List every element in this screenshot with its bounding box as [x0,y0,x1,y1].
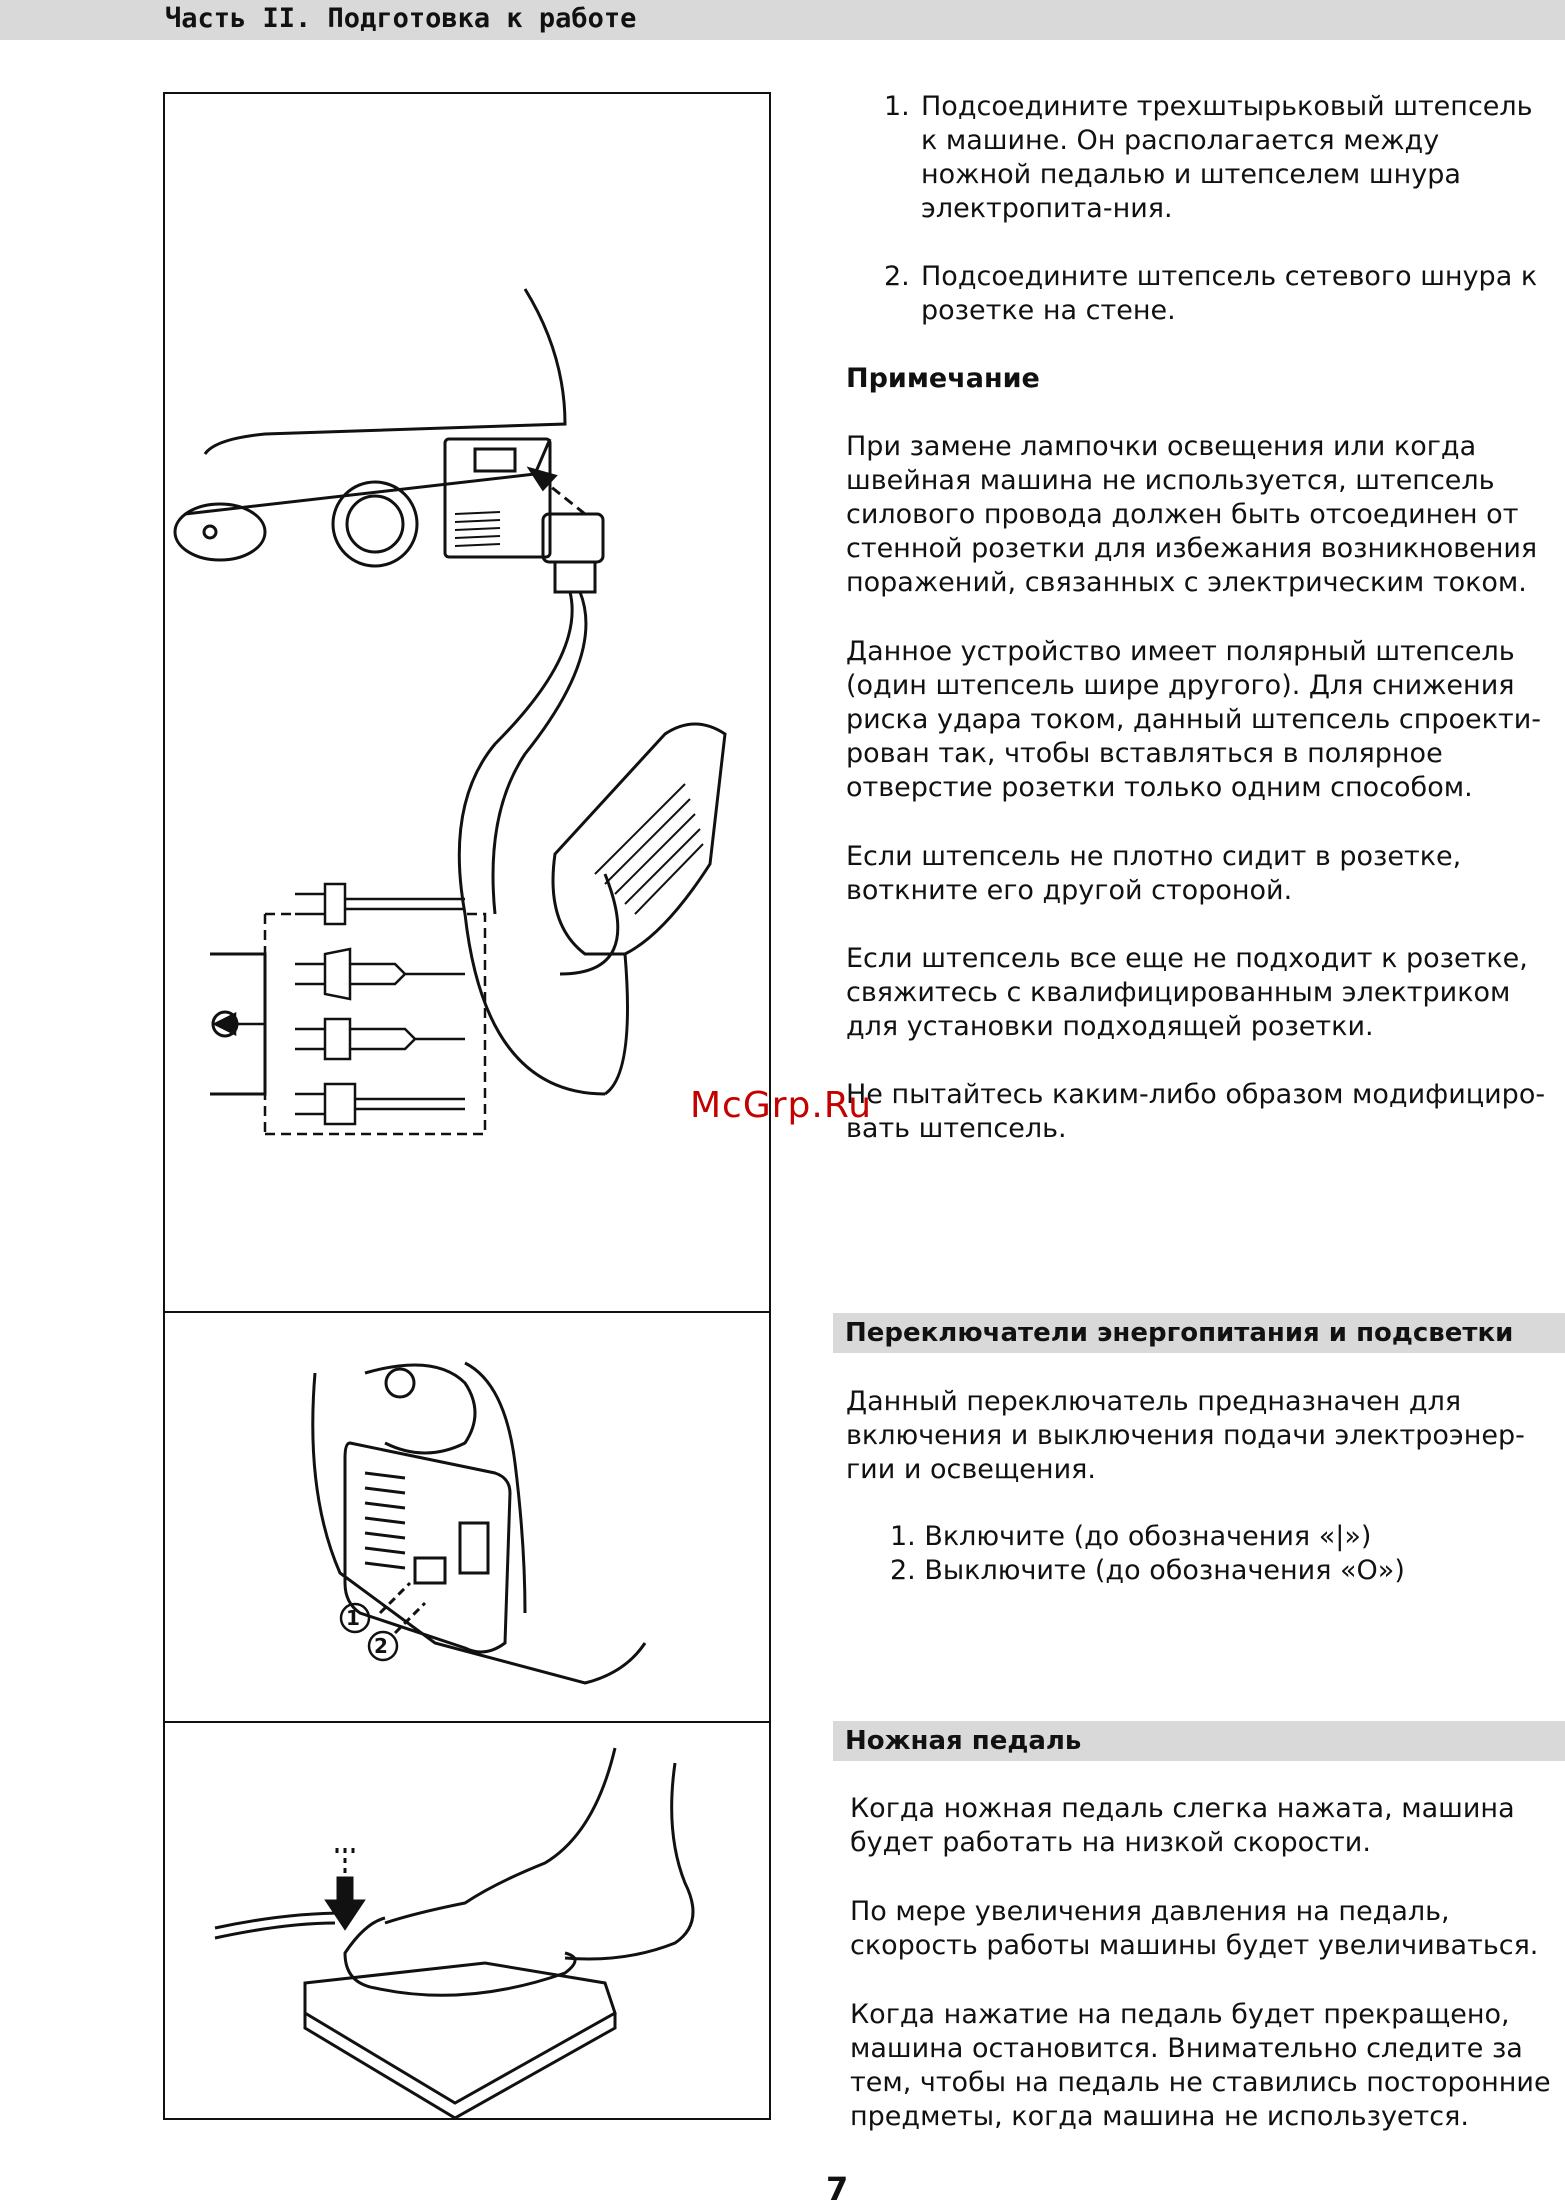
figure-foot-pedal [163,1721,771,2120]
section-heading-switches: Переключатели энергопитания и подсветки [833,1313,1565,1353]
pedal-paragraph-2: По мере увеличения давления на педаль, скорость работы машины будет увеличиваться. [850,1896,1539,1961]
note-paragraph-1: При замене лампочки освещения или когда швейная машина не используется, штепсель силового провода должен быть отсоединен от стенной розетки для избежания возникновения поражений, связанных с электрическим током. [846,431,1538,598]
note-paragraph-2: Данное устройство имеет полярный штепсель (один штепсель шире другого). Для снижения риска удара током, данный штепсель спроекти-рован так, чтобы вставляться в полярное отверстие розетки только одним способом. [846,636,1541,803]
pedal-paragraph-1: Когда ножная педаль слегка нажата, машина будет работать на низкой скорости. [850,1793,1515,1858]
switches-text: Данный переключатель предназначен для включения и выключения подачи электроэнер-гии и освещения. [846,1386,1525,1485]
section-heading-pedal: Ножная педаль [833,1721,1565,1761]
pedal-paragraph-3: Когда нажатие на педаль будет прекращено, машина остановится. Внимательно следите за тем, чтобы на педаль не ставились посторонние предметы, когда машина не используется. [850,1999,1551,2132]
note-paragraph-3: Если штепсель не плотно сидит в розетке, воткните его другой стороной. [846,841,1462,906]
note-paragraph-5: Не пытайтесь каким-либо образом модифициро-вать штепсель. [846,1079,1546,1144]
figure-power-connection [163,92,771,1313]
switch-item-off: 2. Выключите (до обозначения «O») [890,1555,1405,1586]
note-paragraph-4: Если штепсель все еще не подходит к розетке, свяжитесь с квалифицированным электриком для установки подходящей розетки. [846,943,1528,1042]
callout-2: 2 [374,1634,388,1658]
figure-power-switch [163,1311,771,1723]
callout-1: 1 [346,1606,360,1630]
switch-item-on: 1. Включите (до обозначения «|») [890,1521,1372,1552]
page-number: 7 [826,2170,849,2208]
header-bar [0,0,1565,40]
page-title: Часть II. Подготовка к работе [165,3,637,34]
note-title: Примечание [846,363,1040,394]
watermark: McGrp.Ru [690,1085,873,1126]
